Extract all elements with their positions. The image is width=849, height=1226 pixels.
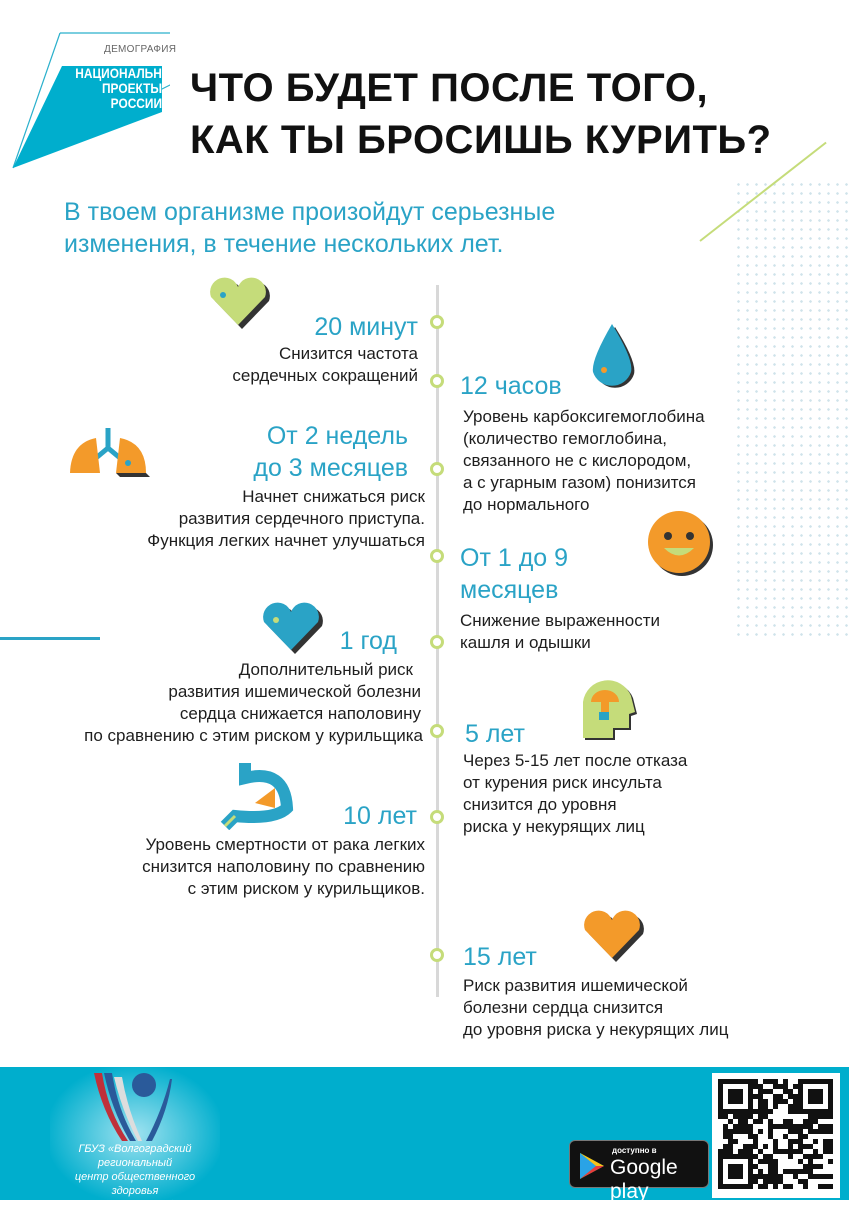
event-title: От 2 недель [266, 422, 408, 450]
subtitle-line: изменения, в течение нескольких лет. [64, 230, 504, 258]
event-text: кашля и одышки [460, 633, 591, 652]
title-line: ЧТО БУДЕТ ПОСЛЕ ТОГО, [190, 66, 709, 110]
event-title: 1 год [339, 627, 397, 655]
event-title: месяцев [460, 576, 559, 604]
event-title: 10 лет [343, 802, 417, 830]
org-line: и медицинской профилактики» [93, 1199, 177, 1225]
timeline-event [232, 311, 418, 387]
dot-pattern [734, 180, 849, 640]
event-text: Уровень карбоксигемоглобина [463, 407, 705, 426]
event-text: до нормального [463, 495, 590, 514]
timeline-dot [430, 810, 444, 824]
title-line: КАК ТЫ БРОСИШЬ КУРИТЬ? [190, 118, 772, 162]
timeline-dot [430, 374, 444, 388]
event-text: снизится наполовину по сравнению [142, 857, 425, 876]
qr-code[interactable] [712, 1073, 840, 1198]
store-name: Google play [610, 1156, 678, 1203]
timeline-dot [430, 635, 444, 649]
event-text: до уровня риска у некурящих лиц [463, 1020, 729, 1039]
google-play-badge[interactable] [569, 1140, 709, 1203]
event-text: Снижение выраженности [460, 611, 661, 630]
timeline-event [460, 542, 660, 654]
event-text: (количество гемоглобина, [463, 429, 668, 448]
event-text: связанного не с кислородом, [463, 451, 692, 470]
lungs-icon [66, 423, 151, 483]
timeline-event [84, 625, 423, 747]
play-icon [578, 1151, 606, 1181]
event-text: с этим риском у курильщиков. [187, 879, 425, 898]
org-line: ГБУЗ «Волгоградский региональный [78, 1143, 192, 1169]
org-logo [92, 1071, 172, 1143]
timeline-event [142, 800, 425, 900]
event-text: сердечных сокращений [232, 366, 418, 385]
timeline-event [147, 420, 425, 552]
event-text: Начнет снижаться риск [242, 487, 425, 506]
event-text: развития ишемической болезни [168, 682, 421, 701]
timeline-event [463, 718, 687, 838]
event-text: Снизится частота [278, 344, 418, 363]
logo-line: НАЦИОНАЛЬНЫЕ [75, 65, 182, 81]
event-title: до 3 месяцев [253, 454, 408, 482]
event-text: Риск развития ишемической [463, 976, 688, 995]
event-text: Уровень смертности от рака легких [145, 835, 425, 854]
event-text: Через 5-15 лет после отказа [463, 751, 688, 770]
event-text: развития сердечного приступа. [178, 509, 425, 528]
timeline-dot [430, 462, 444, 476]
event-text: риска у некурящих лиц [463, 817, 645, 836]
event-title: 5 лет [465, 720, 525, 748]
event-text: от курения риск инсульта [463, 773, 662, 792]
event-text: сердца снижается наполовину [179, 704, 421, 723]
logo-line: РОССИИ [110, 95, 162, 111]
logo-text [75, 65, 182, 111]
event-title: От 1 до 9 [460, 544, 569, 572]
logo-line: ПРОЕКТЫ [101, 80, 162, 96]
subtitle-line: В твоем организме произойдут серьезные [64, 198, 556, 226]
qr-pattern [718, 1079, 834, 1192]
event-text: а с угарным газом) понизится [463, 473, 697, 492]
subtitle [64, 196, 555, 260]
event-text: болезни сердца снизится [463, 998, 664, 1017]
event-title: 15 лет [463, 943, 537, 971]
logo-category: ДЕМОГРАФИЯ [104, 44, 177, 55]
event-title: 12 часов [460, 372, 562, 400]
event-text: Функция легких начнет улучшаться [147, 531, 425, 550]
timeline-dot [430, 724, 444, 738]
timeline-event [463, 941, 728, 1041]
event-text: по сравнению с этим риском у курильщика [84, 726, 423, 745]
event-text: снизится до уровня [463, 795, 617, 814]
org-line: центр общественного здоровья [74, 1171, 196, 1197]
page-title [190, 62, 772, 166]
store-caption: доступно в [612, 1146, 657, 1155]
event-title: 20 минут [314, 313, 418, 341]
timeline-event [460, 370, 705, 516]
event-text: Дополнительный риск [238, 660, 413, 679]
timeline-dot [430, 315, 444, 329]
timeline-dot [430, 549, 444, 563]
timeline-dot [430, 948, 444, 962]
org-name [60, 1142, 210, 1226]
